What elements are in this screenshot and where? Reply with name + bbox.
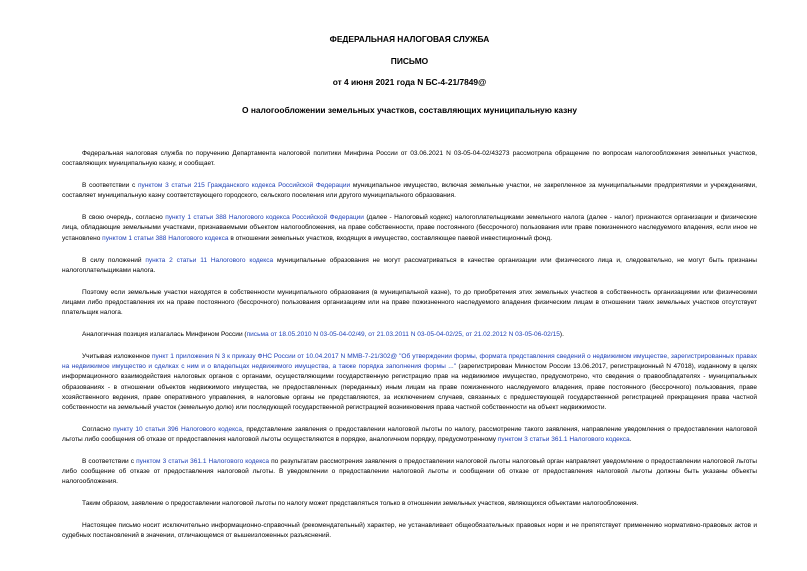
paragraph-text: Настоящее письмо носит исключительно информационно-справочный (рекомендательный) характер, не устанавливает общеобязательных правовых норм и не препятствует применению нормативно-правовых актов и судебных постановлений в значении, отличающемся от вышеизложенных разъяснений. xyxy=(62,522,757,540)
paragraph-text: В соответствии с xyxy=(82,457,137,465)
paragraph-text: , представление заявления о предоставлении налоговой льготы по налогу, рассмотрение такого заявления, направление уведомления о предоставлении налоговой льготы либо сообщения об отказе от предоставления налоговой льготы осуществляются в порядке, аналогичном порядку, предусмотренному xyxy=(62,425,757,443)
paragraph xyxy=(62,521,757,541)
paragraph xyxy=(62,181,757,201)
paragraph-text: Поэтому если земельные участки находятся в собственности муниципального образования (в муниципальной казне), то до приобретения этих земельных участков в собственность организациями или физическими лицами либо предоставления их на праве постоянного (бессрочного) пользования организациям или на праве пожизненного наследуемого владения физическим лицам в отношении таких земельных участков отсутствует плательщик налога. xyxy=(62,288,757,317)
document-body xyxy=(62,149,757,542)
paragraph-text: муниципальное имущество, включая земельные участки, не закрепленное за муниципальными предприятиями и учреждениями, составляет муниципальную казну соответствующего городского, сельского поселения или другого муниципального образования. xyxy=(62,182,758,200)
paragraph-text: (далее - Налоговый кодекс) налогоплательщиками земельного налога (далее - налог) признаются организации и физические лица, обладающие земельными участками, признаваемыми объектом налогообложения, на праве собственности, праве постоянного (бессрочного) пользования или праве пожизненного наследуемого владения, если иное не установлено xyxy=(62,214,757,242)
paragraph-text: Федеральная налоговая служба по поручению Департамента налоговой политики Минфина России от 03.06.2021 N 03-05-04-02/43273 рассмотрела обращение по вопросам налогообложения земельных участков, составляющих муниципальную казну, и сообщает. xyxy=(62,150,757,168)
law-reference-link[interactable]: пунктом 3 статьи 361.1 Налогового кодекса xyxy=(497,435,630,443)
paragraph xyxy=(62,425,757,445)
law-reference-link[interactable]: пункту 10 статьи 396 Налогового кодекса xyxy=(113,425,242,433)
paragraph-text: муниципальные образования не могут рассматриваться в качестве организации или физического лица и, следовательно, не могут быть признаны налогоплательщиками налога. xyxy=(62,256,757,274)
agency-title: ФЕДЕРАЛЬНАЯ НАЛОГОВАЯ СЛУЖБА xyxy=(329,34,490,44)
paragraph xyxy=(62,330,757,340)
law-reference-link[interactable]: пункт 1 приложения N 3 к приказу ФНС России от 10.04.2017 N ММВ-7-21/302@ "Об утверждении формы, формата представления сведений о недвижимом имуществе, зарегистрированных правах на недвижимое имущество и сделках с ним и о владельцах недвижимого имущества, а также порядка заполнения формы ..." xyxy=(62,353,757,371)
paragraph-text: . xyxy=(629,435,632,443)
paragraph-text: Аналогичная позиция излагалась Минфином России ( xyxy=(82,331,247,339)
document-type: ПИСЬМО xyxy=(390,56,429,66)
paragraph-text: В силу положений xyxy=(82,256,146,264)
paragraph-text: (зарегистрирован Минюстом России 13.06.2017, регистрационный N 47018), изданному в целях информационного взаимодействия налоговых органов с органами, осуществляющими государственную регистрацию прав на недвижимое имущество, предусмотрено, что сведения о правообладателях - муниципальных образованиях - в отношении объектов недвижимого имущества, не предоставленных (переданных) иным лицам на праве пожизненного наследуемого владения, праве постоянного (бессрочного) пользования, праве хозяйственного ведения, праве оперативного управления, в налоговые органы не представляются, за исключением случаев, связанных с предшествующей государственной регистрацией прекращения права частной собственности на земельный участок (земельную долю) или последующей государственной регистрацией возникновения права частной собственности на объект недвижимости. xyxy=(62,363,757,411)
law-reference-link[interactable]: пункта 2 статьи 11 Налогового кодекса xyxy=(145,256,274,264)
paragraph xyxy=(62,149,757,169)
paragraph-text: Учитывая изложенное xyxy=(82,353,152,361)
paragraph xyxy=(62,288,757,318)
law-reference-link[interactable]: пунктом 3 статьи 361.1 Налогового кодекса xyxy=(136,457,270,465)
paragraph-text: Согласно xyxy=(82,425,114,433)
paragraph-text: по результатам рассмотрения заявления о предоставлении налоговой льготы налоговый орган направляет уведомление о предоставлении налоговой льготы либо сообщение об отказе от предоставления налоговой льготы. В уведомлении о предоставлении налоговой льготы и сообщении об отказе от предоставления налоговой льготы должны быть указаны объекты налогообложения. xyxy=(62,457,757,486)
law-reference-link[interactable]: письма от 18.05.2010 N 03-05-04-02/49, от 21.03.2011 N 03-05-04-02/25, от 21.02.2012 N 03-05-06-02/15 xyxy=(246,331,560,339)
paragraph-text: В соответствии с xyxy=(82,182,138,190)
paragraph-text: ). xyxy=(559,331,564,339)
law-reference-link[interactable]: пункту 1 статьи 388 Налогового кодекса Российской Федерации xyxy=(165,214,364,222)
document-date-number: от 4 июня 2021 года N БС-4-21/7849@ xyxy=(332,77,487,87)
paragraph-text: В свою очередь, согласно xyxy=(82,214,166,222)
paragraph xyxy=(62,499,757,509)
law-reference-link[interactable]: пунктом 3 статьи 215 Гражданского кодекса Российской Федерации xyxy=(137,182,351,190)
paragraph xyxy=(62,457,757,487)
document-subject: О налогообложении земельных участков, составляющих муниципальную казну xyxy=(241,105,578,115)
paragraph xyxy=(62,352,757,413)
paragraph xyxy=(62,213,757,243)
paragraph-text: Таким образом, заявление о предоставлении налоговой льготы по налогу может представляться только в отношении земельных участков, являющихся объектами налогообложения. xyxy=(82,500,639,508)
law-reference-link[interactable]: пунктом 1 статьи 388 Налогового кодекса xyxy=(102,234,229,242)
paragraph xyxy=(62,256,757,276)
paragraph-text: в отношении земельных участков, входящих в имущество, составляющее паевой инвестиционный фонд. xyxy=(228,234,553,242)
